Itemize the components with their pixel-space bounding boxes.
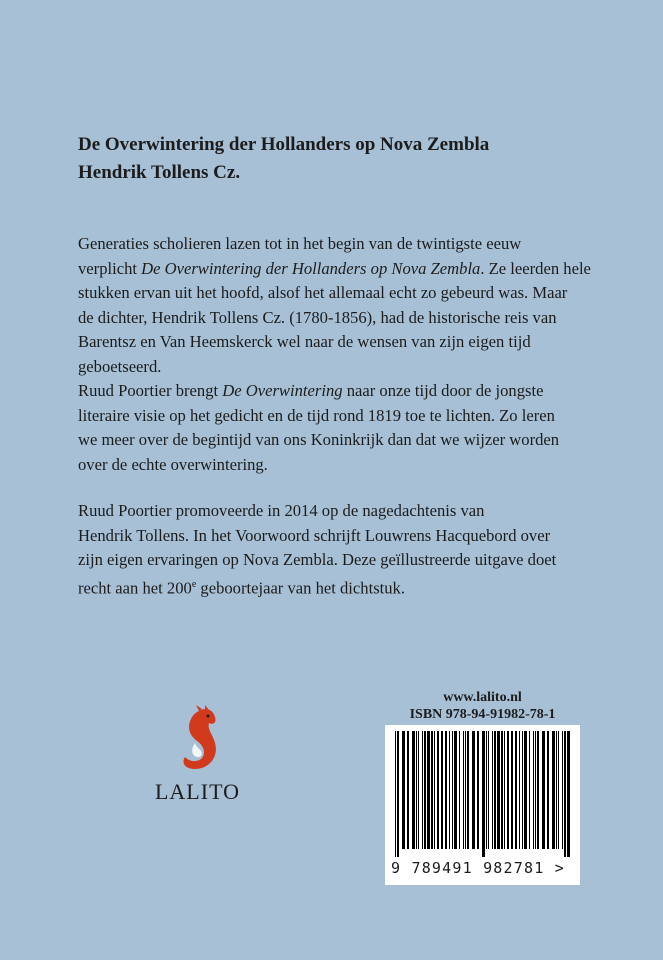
barcode-bar [441, 731, 443, 849]
blurb-text [78, 232, 598, 601]
barcode-bar [492, 731, 493, 849]
barcode-bar [524, 731, 527, 849]
barcode-bar [567, 731, 570, 857]
barcode-bar [515, 731, 517, 849]
barcode-bar [463, 731, 464, 849]
barcode-bar [445, 731, 447, 849]
barcode-bar [507, 731, 509, 849]
barcode-bar [452, 731, 453, 849]
barcode-bar [418, 731, 419, 849]
barcode-bar [533, 731, 534, 849]
barcode-bar [449, 731, 450, 849]
barcode-bar [564, 731, 566, 857]
text-line: recht aan het 200e geboortejaar van het dichtstuk. [78, 578, 406, 598]
barcode-bar [562, 731, 563, 849]
barcode-bar [482, 731, 485, 857]
barcode-bar [552, 731, 555, 849]
text-line: geboetseerd. [78, 356, 162, 376]
text-line: verplicht De Overwintering der Hollanders op Nova Zembla. Ze leerden hele [78, 258, 591, 278]
barcode-digits: 9 789491 982781 > [391, 859, 565, 877]
barcode-bar [437, 731, 439, 849]
barcode-bar [504, 731, 505, 849]
barcode-bar [454, 731, 457, 849]
publisher-name: LALITO [154, 779, 241, 804]
barcode-bar [402, 731, 405, 849]
text-line: zijn eigen ervaringen op Nova Zembla. Deze geïllustreerde uitgave doet [78, 550, 557, 569]
text-line: we meer over de begintijd van ons Koninkrijk dan dat we wijzer worden [78, 430, 560, 449]
text-line: stukken ervan uit het hoofd, alsof het allemaal echt zo gebeurd was. Maar [78, 283, 568, 302]
barcode-bar [424, 731, 426, 849]
book-author: Hendrik Tollens Cz. [78, 162, 241, 183]
title-block [78, 131, 489, 187]
fox-icon [175, 705, 221, 773]
barcode-bar [535, 731, 536, 849]
text-line: Generaties scholieren lazen tot in het begin van de twintigste eeuw [78, 234, 522, 253]
barcode-bar [497, 731, 500, 849]
barcode-bar [422, 731, 423, 849]
barcode-bar [427, 731, 430, 849]
text-line: literaire visie op het gedicht en de tijd rond 1819 toe te lichten. Zo leren [78, 405, 555, 425]
superscript: e [191, 578, 197, 590]
barcode-bar [501, 731, 503, 849]
barcode-bar [412, 731, 415, 849]
barcode-bar [397, 731, 399, 857]
barcode-bar [472, 731, 475, 849]
barcode-bars [391, 731, 574, 857]
text-line: over de echte overwintering. [78, 454, 268, 474]
blurb-paragraph-2 [78, 379, 598, 477]
barcode-bar [522, 731, 523, 849]
barcode-bar [494, 731, 496, 849]
barcode-bar [467, 731, 469, 849]
text-line: Ruud Poortier promoveerde in 2014 op de nagedachtenis van [78, 501, 485, 520]
barcode-bar [529, 731, 530, 849]
barcode [385, 725, 580, 885]
isbn-label: ISBN 978-94-91982-78-1 [409, 707, 556, 722]
book-title: De Overwintering der Hollanders op Nova Zembla [78, 134, 490, 155]
barcode-bar [558, 731, 559, 849]
barcode-bar [519, 731, 520, 849]
barcode-bar [459, 731, 460, 849]
publisher-logo-block [145, 705, 250, 805]
barcode-bar [416, 731, 417, 849]
barcode-bar [395, 731, 396, 857]
text-line: de dichter, Hendrik Tollens Cz. (1780-1856), had de historische reis van [78, 307, 557, 327]
text-line: Ruud Poortier brengt De Overwintering naar onze tijd door de jongste [78, 381, 544, 400]
barcode-area [385, 689, 580, 885]
barcode-bar [547, 731, 549, 849]
barcode-bar [537, 731, 539, 849]
barcode-bar [556, 731, 557, 849]
italic-title: De Overwintering der Hollanders op Nova Zembla [141, 258, 481, 278]
barcode-bar [431, 731, 433, 849]
barcode-bar [434, 731, 435, 849]
blurb-paragraph-3 [78, 499, 598, 601]
text-line: Barentsz en Van Heemskerck wel naar de wensen van zijn eigen tijd [78, 332, 531, 351]
text-line: Hendrik Tollens. In het Voorwoord schrijft Louwrens Hacquebord over [78, 525, 551, 545]
barcode-bar [465, 731, 466, 849]
barcode-bar [542, 731, 545, 849]
website-url: www.lalito.nl [443, 690, 522, 705]
barcode-bar [407, 731, 409, 849]
barcode-bar [488, 731, 489, 849]
barcode-bar [486, 731, 487, 849]
barcode-bar [477, 731, 479, 849]
italic-title: De Overwintering [222, 381, 343, 400]
blurb-paragraph-1 [78, 232, 598, 379]
barcode-bar [511, 731, 513, 849]
